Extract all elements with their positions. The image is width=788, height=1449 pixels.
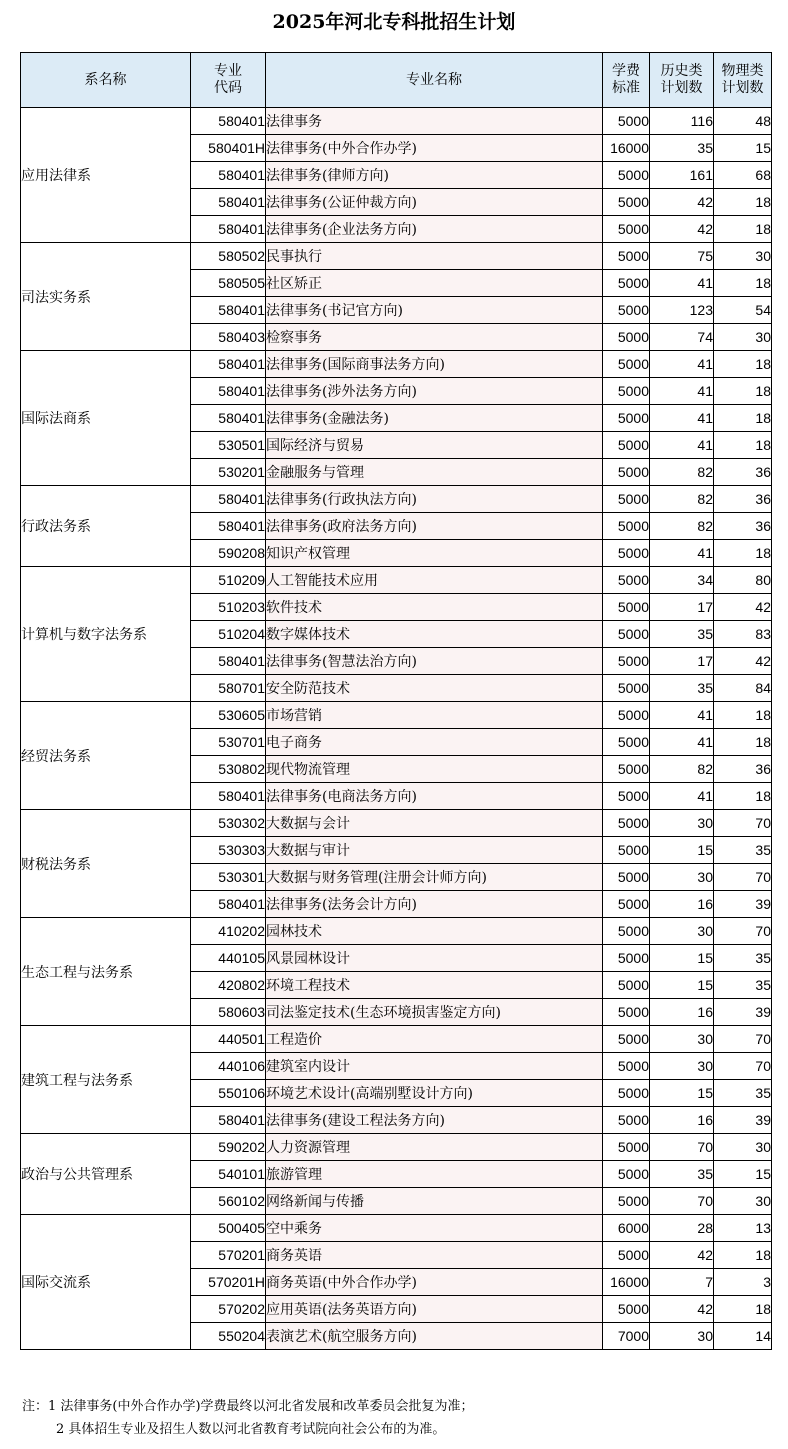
history-plan-count: 16: [650, 891, 714, 918]
table-row: [21, 243, 772, 270]
physics-plan-count: 70: [714, 810, 772, 837]
history-plan-count: 15: [650, 972, 714, 999]
history-plan-count: 161: [650, 162, 714, 189]
physics-plan-count: 42: [714, 594, 772, 621]
tuition-fee: 5000: [603, 972, 650, 999]
major-code: 570201H: [191, 1269, 266, 1296]
table-row: [21, 486, 772, 513]
department-name: 行政法务系: [21, 486, 191, 567]
table-row: [21, 1215, 772, 1242]
history-plan-count: 41: [650, 702, 714, 729]
tuition-fee: 5000: [603, 1053, 650, 1080]
major-code: 420802: [191, 972, 266, 999]
major-code: 580401: [191, 513, 266, 540]
physics-plan-count: 54: [714, 297, 772, 324]
physics-plan-count: 18: [714, 729, 772, 756]
header-name: 专业名称: [266, 53, 603, 108]
major-code: 530501: [191, 432, 266, 459]
department-name: 国际法商系: [21, 351, 191, 486]
tuition-fee: 5000: [603, 702, 650, 729]
major-code: 580401: [191, 216, 266, 243]
header-physics: 物理类 计划数: [714, 53, 772, 108]
major-code: 440501: [191, 1026, 266, 1053]
major-code: 580701: [191, 675, 266, 702]
tuition-fee: 5000: [603, 1242, 650, 1269]
physics-plan-count: 70: [714, 1026, 772, 1053]
table-row: [21, 351, 772, 378]
physics-plan-count: 35: [714, 1080, 772, 1107]
tuition-fee: 5000: [603, 1026, 650, 1053]
table-row: [21, 108, 772, 135]
major-code: 510203: [191, 594, 266, 621]
major-code: 440106: [191, 1053, 266, 1080]
major-name: 风景园林设计: [266, 945, 603, 972]
major-name: 表演艺术(航空服务方向): [266, 1323, 603, 1350]
physics-plan-count: 30: [714, 324, 772, 351]
tuition-fee: 5000: [603, 432, 650, 459]
history-plan-count: 34: [650, 567, 714, 594]
physics-plan-count: 36: [714, 756, 772, 783]
major-name: 大数据与审计: [266, 837, 603, 864]
major-code: 590202: [191, 1134, 266, 1161]
major-name: 软件技术: [266, 594, 603, 621]
history-plan-count: 82: [650, 513, 714, 540]
table-row: [21, 1134, 772, 1161]
physics-plan-count: 18: [714, 702, 772, 729]
tuition-fee: 5000: [603, 729, 650, 756]
footnote-1: 注：1 法律事务(中外合作办学)学费最终以河北省发展和改革委员会批复为准；: [22, 1399, 474, 1414]
tuition-fee: 5000: [603, 270, 650, 297]
physics-plan-count: 18: [714, 1296, 772, 1323]
history-plan-count: 42: [650, 1242, 714, 1269]
tuition-fee: 6000: [603, 1215, 650, 1242]
history-plan-count: 7: [650, 1269, 714, 1296]
major-name: 检察事务: [266, 324, 603, 351]
department-name: 建筑工程与法务系: [21, 1026, 191, 1134]
history-plan-count: 17: [650, 648, 714, 675]
physics-plan-count: 15: [714, 135, 772, 162]
tuition-fee: 5000: [603, 324, 650, 351]
table-header-row: [21, 53, 772, 108]
major-name: 法律事务(智慧法治方向): [266, 648, 603, 675]
major-code: 580401: [191, 1107, 266, 1134]
major-code: 510204: [191, 621, 266, 648]
physics-plan-count: 84: [714, 675, 772, 702]
physics-plan-count: 18: [714, 216, 772, 243]
tuition-fee: 5000: [603, 540, 650, 567]
major-name: 法律事务(行政执法方向): [266, 486, 603, 513]
history-plan-count: 82: [650, 459, 714, 486]
major-name: 安全防范技术: [266, 675, 603, 702]
major-code: 570202: [191, 1296, 266, 1323]
physics-plan-count: 18: [714, 540, 772, 567]
tuition-fee: 5000: [603, 783, 650, 810]
major-name: 金融服务与管理: [266, 459, 603, 486]
tuition-fee: 5000: [603, 108, 650, 135]
major-code: 440105: [191, 945, 266, 972]
table-row: [21, 1026, 772, 1053]
physics-plan-count: 70: [714, 918, 772, 945]
major-name: 知识产权管理: [266, 540, 603, 567]
tuition-fee: 5000: [603, 486, 650, 513]
major-name: 法律事务(建设工程法务方向): [266, 1107, 603, 1134]
major-code: 580401: [191, 297, 266, 324]
tuition-fee: 16000: [603, 1269, 650, 1296]
major-code: 580401: [191, 108, 266, 135]
tuition-fee: 5000: [603, 918, 650, 945]
tuition-fee: 5000: [603, 243, 650, 270]
major-name: 大数据与会计: [266, 810, 603, 837]
history-plan-count: 16: [650, 1107, 714, 1134]
footnote-2: 2 具体招生专业及招生人数以河北省教育考试院向社会公布的为准。: [56, 1422, 446, 1437]
physics-plan-count: 30: [714, 243, 772, 270]
major-code: 530701: [191, 729, 266, 756]
major-code: 580401: [191, 891, 266, 918]
major-name: 电子商务: [266, 729, 603, 756]
tuition-fee: 5000: [603, 594, 650, 621]
department-name: 财税法务系: [21, 810, 191, 918]
physics-plan-count: 30: [714, 1134, 772, 1161]
table-row: [21, 567, 772, 594]
major-name: 旅游管理: [266, 1161, 603, 1188]
tuition-fee: 5000: [603, 648, 650, 675]
major-name: 空中乘务: [266, 1215, 603, 1242]
physics-plan-count: 48: [714, 108, 772, 135]
header-dept: 系名称: [21, 53, 191, 108]
major-code: 560102: [191, 1188, 266, 1215]
history-plan-count: 41: [650, 351, 714, 378]
tuition-fee: 5000: [603, 513, 650, 540]
physics-plan-count: 18: [714, 783, 772, 810]
header-code: 专业 代码: [191, 53, 266, 108]
physics-plan-count: 18: [714, 270, 772, 297]
physics-plan-count: 39: [714, 999, 772, 1026]
major-name: 法律事务(法务会计方向): [266, 891, 603, 918]
major-name: 商务英语: [266, 1242, 603, 1269]
major-code: 510209: [191, 567, 266, 594]
major-name: 应用英语(法务英语方向): [266, 1296, 603, 1323]
page-title: 2025年河北专科批招生计划: [272, 11, 516, 33]
major-name: 环境工程技术: [266, 972, 603, 999]
tuition-fee: 5000: [603, 756, 650, 783]
history-plan-count: 35: [650, 621, 714, 648]
major-name: 法律事务(电商法务方向): [266, 783, 603, 810]
history-plan-count: 82: [650, 486, 714, 513]
history-plan-count: 35: [650, 1161, 714, 1188]
tuition-fee: 5000: [603, 378, 650, 405]
tuition-fee: 5000: [603, 459, 650, 486]
major-name: 社区矫正: [266, 270, 603, 297]
department-name: 应用法律系: [21, 108, 191, 243]
physics-plan-count: 18: [714, 378, 772, 405]
physics-plan-count: 30: [714, 1188, 772, 1215]
history-plan-count: 15: [650, 945, 714, 972]
physics-plan-count: 18: [714, 351, 772, 378]
major-name: 法律事务(公证仲裁方向): [266, 189, 603, 216]
major-code: 580401: [191, 783, 266, 810]
physics-plan-count: 14: [714, 1323, 772, 1350]
table-row: [21, 918, 772, 945]
major-code: 530605: [191, 702, 266, 729]
tuition-fee: 5000: [603, 999, 650, 1026]
tuition-fee: 5000: [603, 567, 650, 594]
tuition-fee: 5000: [603, 945, 650, 972]
major-code: 550204: [191, 1323, 266, 1350]
history-plan-count: 28: [650, 1215, 714, 1242]
physics-plan-count: 70: [714, 1053, 772, 1080]
major-name: 民事执行: [266, 243, 603, 270]
history-plan-count: 41: [650, 270, 714, 297]
tuition-fee: 7000: [603, 1323, 650, 1350]
major-name: 现代物流管理: [266, 756, 603, 783]
major-name: 网络新闻与传播: [266, 1188, 603, 1215]
major-code: 580401: [191, 378, 266, 405]
physics-plan-count: 35: [714, 837, 772, 864]
physics-plan-count: 42: [714, 648, 772, 675]
history-plan-count: 30: [650, 1026, 714, 1053]
tuition-fee: 5000: [603, 1080, 650, 1107]
history-plan-count: 41: [650, 783, 714, 810]
physics-plan-count: 36: [714, 459, 772, 486]
history-plan-count: 15: [650, 1080, 714, 1107]
history-plan-count: 30: [650, 1053, 714, 1080]
physics-plan-count: 39: [714, 1107, 772, 1134]
history-plan-count: 41: [650, 540, 714, 567]
physics-plan-count: 70: [714, 864, 772, 891]
major-name: 法律事务(律师方向): [266, 162, 603, 189]
history-plan-count: 41: [650, 729, 714, 756]
major-code: 530201: [191, 459, 266, 486]
table-row: [21, 810, 772, 837]
major-name: 市场营销: [266, 702, 603, 729]
major-name: 环境艺术设计(高端别墅设计方向): [266, 1080, 603, 1107]
major-name: 人工智能技术应用: [266, 567, 603, 594]
major-code: 580401H: [191, 135, 266, 162]
history-plan-count: 82: [650, 756, 714, 783]
history-plan-count: 116: [650, 108, 714, 135]
tuition-fee: 5000: [603, 1107, 650, 1134]
major-code: 590208: [191, 540, 266, 567]
major-code: 580505: [191, 270, 266, 297]
major-code: 580401: [191, 351, 266, 378]
major-code: 410202: [191, 918, 266, 945]
major-name: 数字媒体技术: [266, 621, 603, 648]
major-code: 580401: [191, 648, 266, 675]
department-name: 计算机与数字法务系: [21, 567, 191, 702]
major-name: 法律事务(涉外法务方向): [266, 378, 603, 405]
major-name: 法律事务(书记官方向): [266, 297, 603, 324]
physics-plan-count: 83: [714, 621, 772, 648]
physics-plan-count: 36: [714, 513, 772, 540]
major-code: 580401: [191, 189, 266, 216]
history-plan-count: 42: [650, 1296, 714, 1323]
major-name: 法律事务(国际商事法务方向): [266, 351, 603, 378]
major-name: 法律事务: [266, 108, 603, 135]
department-name: 司法实务系: [21, 243, 191, 351]
major-code: 580403: [191, 324, 266, 351]
tuition-fee: 5000: [603, 351, 650, 378]
major-code: 530301: [191, 864, 266, 891]
major-code: 580401: [191, 162, 266, 189]
tuition-fee: 5000: [603, 1134, 650, 1161]
department-name: 生态工程与法务系: [21, 918, 191, 1026]
physics-plan-count: 3: [714, 1269, 772, 1296]
major-code: 580401: [191, 486, 266, 513]
history-plan-count: 30: [650, 810, 714, 837]
physics-plan-count: 68: [714, 162, 772, 189]
history-plan-count: 30: [650, 864, 714, 891]
major-code: 530303: [191, 837, 266, 864]
major-code: 580502: [191, 243, 266, 270]
history-plan-count: 30: [650, 918, 714, 945]
history-plan-count: 70: [650, 1134, 714, 1161]
major-name: 工程造价: [266, 1026, 603, 1053]
tuition-fee: 5000: [603, 216, 650, 243]
physics-plan-count: 13: [714, 1215, 772, 1242]
major-code: 500405: [191, 1215, 266, 1242]
department-name: 政治与公共管理系: [21, 1134, 191, 1215]
history-plan-count: 41: [650, 378, 714, 405]
major-code: 530302: [191, 810, 266, 837]
physics-plan-count: 18: [714, 1242, 772, 1269]
major-name: 法律事务(企业法务方向): [266, 216, 603, 243]
physics-plan-count: 35: [714, 972, 772, 999]
major-name: 法律事务(金融法务): [266, 405, 603, 432]
major-name: 商务英语(中外合作办学): [266, 1269, 603, 1296]
header-history: 历史类 计划数: [650, 53, 714, 108]
tuition-fee: 5000: [603, 837, 650, 864]
physics-plan-count: 39: [714, 891, 772, 918]
history-plan-count: 74: [650, 324, 714, 351]
tuition-fee: 5000: [603, 621, 650, 648]
tuition-fee: 5000: [603, 405, 650, 432]
history-plan-count: 16: [650, 999, 714, 1026]
major-code: 550106: [191, 1080, 266, 1107]
history-plan-count: 15: [650, 837, 714, 864]
major-name: 法律事务(中外合作办学): [266, 135, 603, 162]
history-plan-count: 35: [650, 675, 714, 702]
major-name: 司法鉴定技术(生态环境损害鉴定方向): [266, 999, 603, 1026]
enrollment-plan-table: [20, 52, 772, 1350]
table-row: [21, 702, 772, 729]
tuition-fee: 5000: [603, 162, 650, 189]
tuition-fee: 5000: [603, 891, 650, 918]
table-body: [21, 108, 772, 1350]
physics-plan-count: 18: [714, 189, 772, 216]
history-plan-count: 42: [650, 189, 714, 216]
tuition-fee: 5000: [603, 675, 650, 702]
major-code: 530802: [191, 756, 266, 783]
major-code: 580401: [191, 405, 266, 432]
history-plan-count: 123: [650, 297, 714, 324]
history-plan-count: 17: [650, 594, 714, 621]
major-name: 人力资源管理: [266, 1134, 603, 1161]
tuition-fee: 5000: [603, 1296, 650, 1323]
major-code: 540101: [191, 1161, 266, 1188]
physics-plan-count: 15: [714, 1161, 772, 1188]
history-plan-count: 75: [650, 243, 714, 270]
tuition-fee: 5000: [603, 297, 650, 324]
major-name: 国际经济与贸易: [266, 432, 603, 459]
major-name: 园林技术: [266, 918, 603, 945]
history-plan-count: 30: [650, 1323, 714, 1350]
physics-plan-count: 18: [714, 405, 772, 432]
tuition-fee: 5000: [603, 864, 650, 891]
department-name: 经贸法务系: [21, 702, 191, 810]
tuition-fee: 5000: [603, 1188, 650, 1215]
major-name: 大数据与财务管理(注册会计师方向): [266, 864, 603, 891]
major-name: 建筑室内设计: [266, 1053, 603, 1080]
department-name: 国际交流系: [21, 1215, 191, 1350]
header-fee: 学费 标准: [603, 53, 650, 108]
footnotes: [22, 1395, 772, 1441]
major-code: 570201: [191, 1242, 266, 1269]
tuition-fee: 5000: [603, 189, 650, 216]
history-plan-count: 42: [650, 216, 714, 243]
history-plan-count: 41: [650, 432, 714, 459]
tuition-fee: 5000: [603, 1161, 650, 1188]
major-name: 法律事务(政府法务方向): [266, 513, 603, 540]
physics-plan-count: 35: [714, 945, 772, 972]
physics-plan-count: 18: [714, 432, 772, 459]
history-plan-count: 70: [650, 1188, 714, 1215]
history-plan-count: 41: [650, 405, 714, 432]
physics-plan-count: 80: [714, 567, 772, 594]
tuition-fee: 16000: [603, 135, 650, 162]
tuition-fee: 5000: [603, 810, 650, 837]
physics-plan-count: 36: [714, 486, 772, 513]
major-code: 580603: [191, 999, 266, 1026]
history-plan-count: 35: [650, 135, 714, 162]
